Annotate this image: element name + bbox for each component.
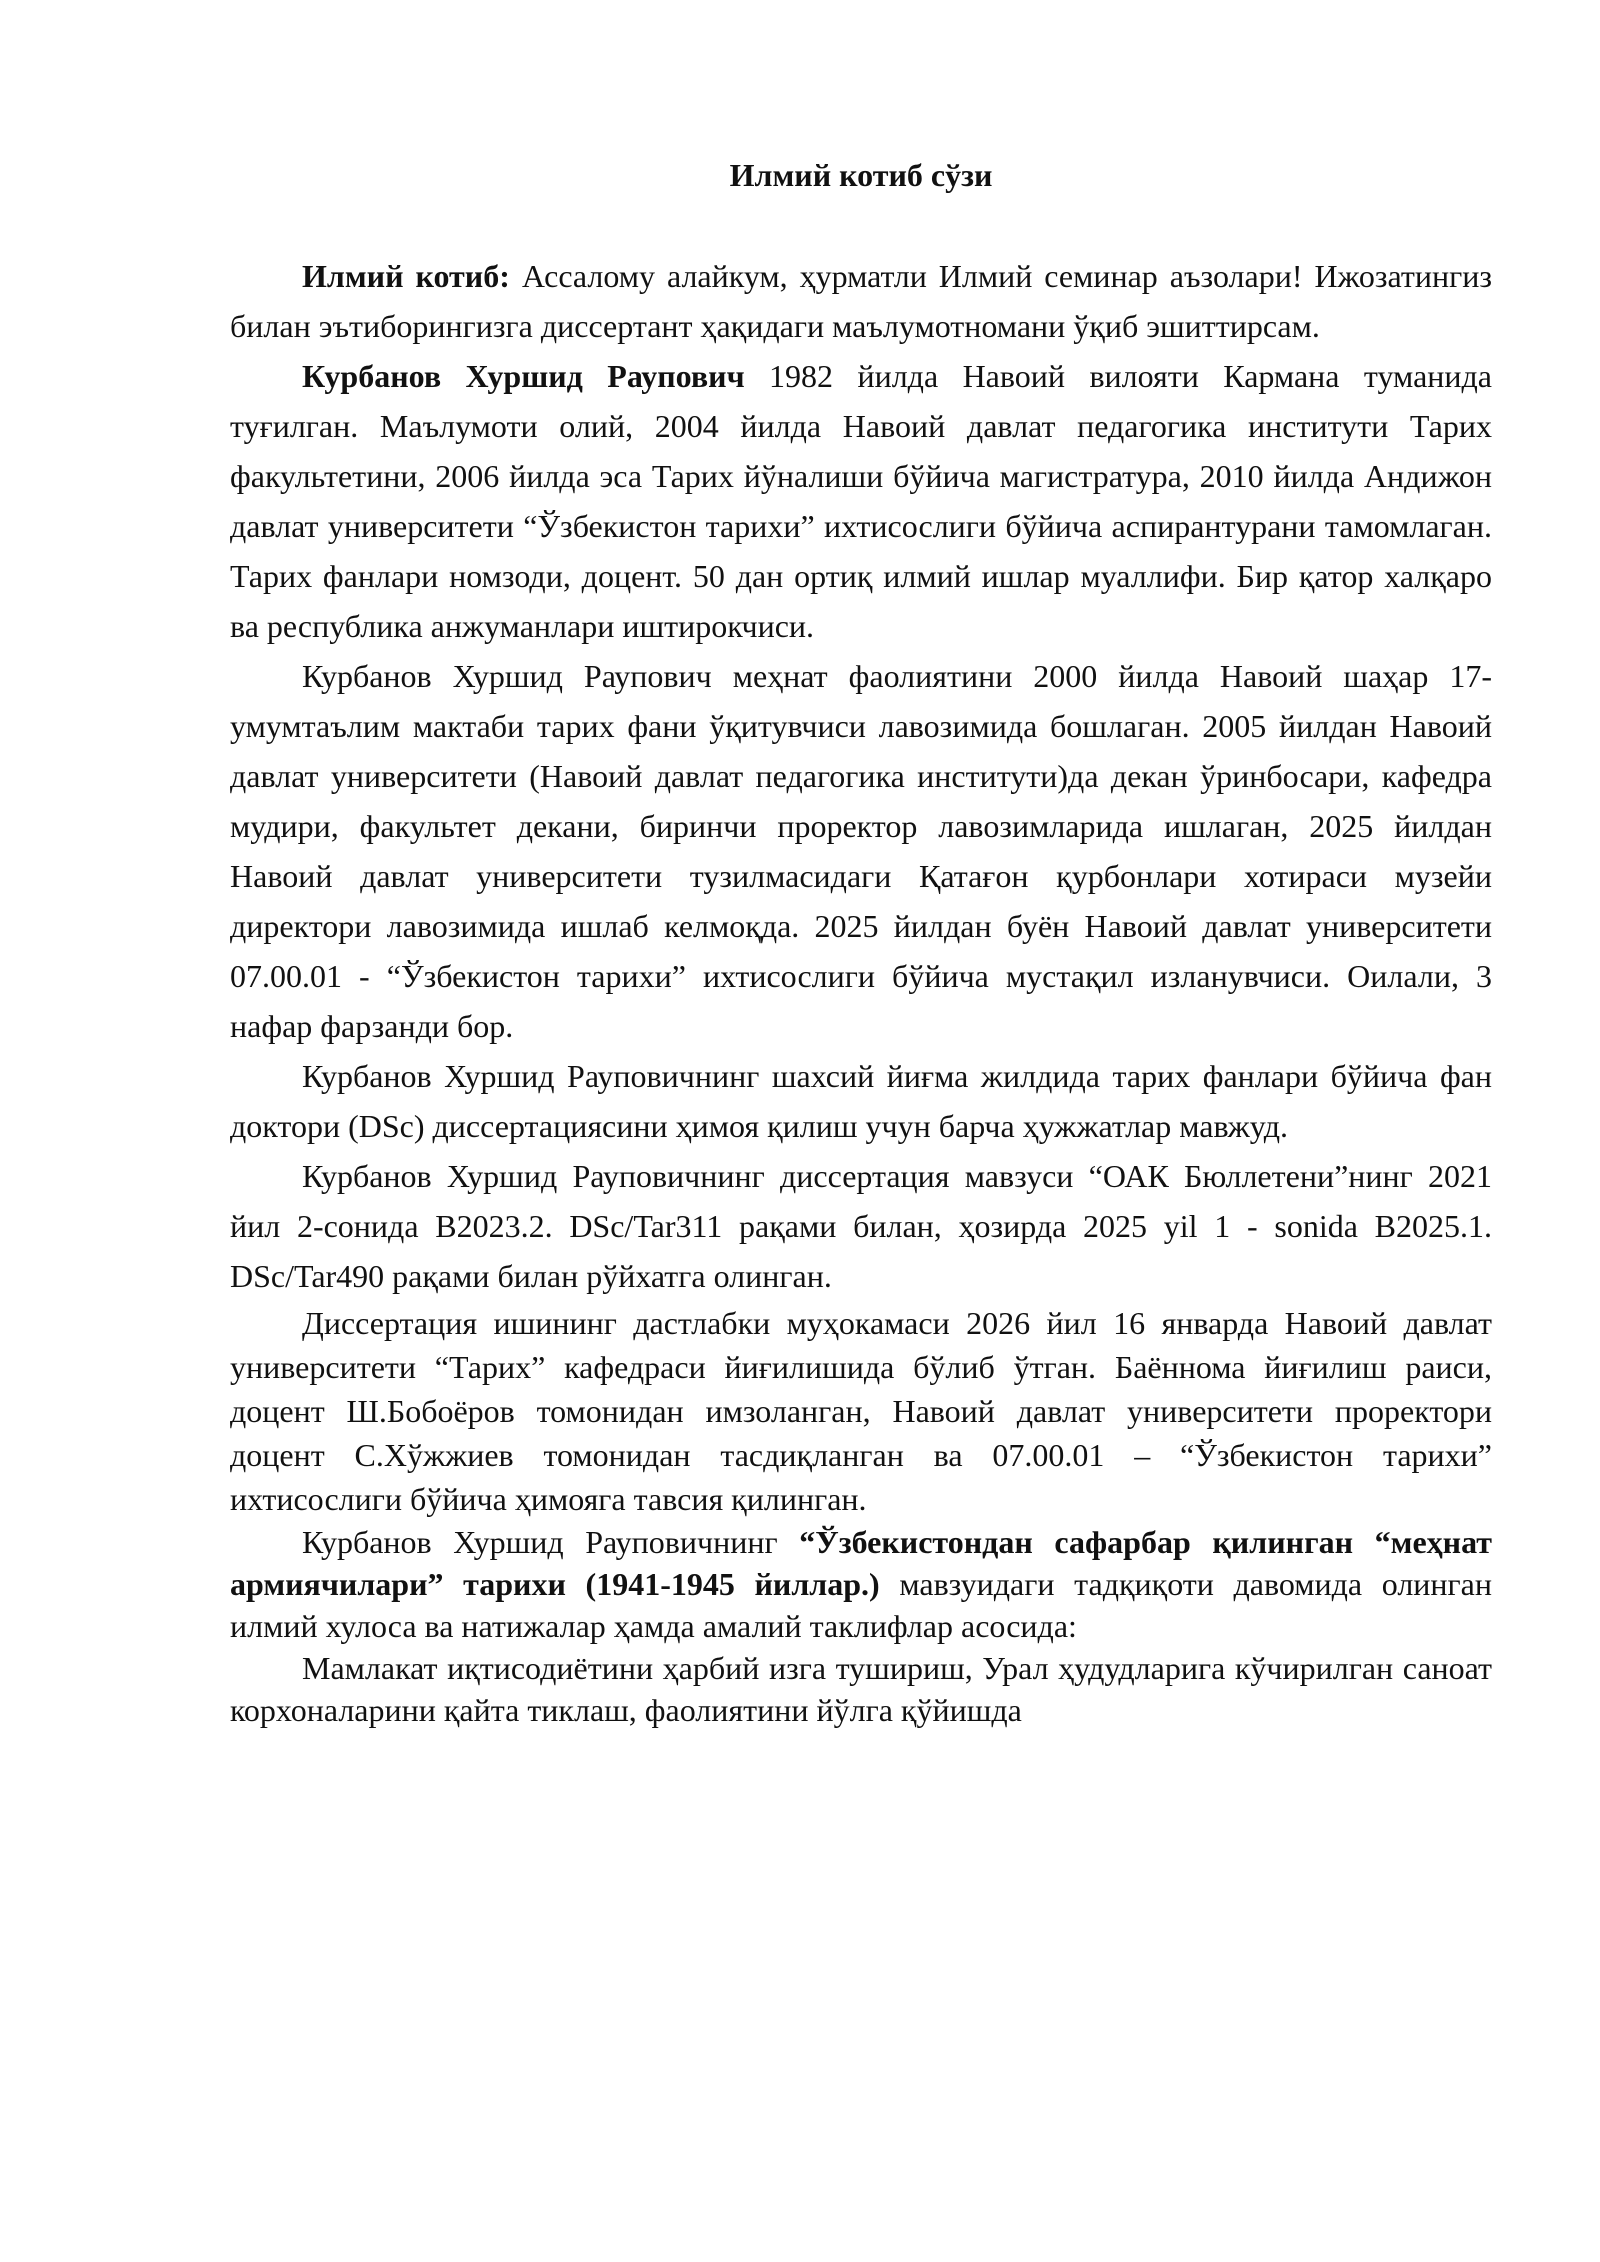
page-title: Илмий котиб сўзи [729, 157, 993, 193]
biography-text: 1982 йилда Навоий вилояти Кармана туманида туғилган. Маълумоти олий, 2004 йилда Навоий давлат педагогика институти Тарих факультетини, 2006 йилда эса Тарих йўналиши бўйича магистратура, 2010 йилда Андижон давлат университети “Ўзбекистон тарихи” ихтисослиги бўйича аспирантурани тамомлаган. Тарих фанлари номзоди, доцент. 50 дан ортиқ илмий ишлар муаллифи. Бир қатор халқаро ва республика анжуманлари иштирокчиси. [230, 358, 1493, 644]
paragraph-greeting [230, 251, 1492, 351]
paragraph-documents: Курбанов Хуршид Рауповичнинг шахсий йиғма жилдида тарих фанлари бўйича фан доктори (DSc) диссертациясини ҳимоя қилиш учун барча ҳужжатлар мавжуд. [230, 1058, 1492, 1144]
research-lead-text: Курбанов Хуршид Рауповичнинг [302, 1524, 800, 1560]
paragraph-research-topic [230, 1521, 1492, 1647]
paragraph-registration: Курбанов Хуршид Рауповичнинг диссертация мавзуси “ОАК Бюллетени”нинг 2021 йил 2-сонида B2023.2. DSc/Tar311 рақами билан, ҳозирда 2025 yil 1 - sonida B2025.1. DSc/Tar490 рақами билан рўйхатга олинган. [230, 1158, 1492, 1294]
paragraph-biography [230, 351, 1492, 651]
document-page [230, 150, 1492, 1731]
paragraph-discussion: Диссертация ишининг дастлабки муҳокамаси 2026 йил 16 январда Навоий давлат университети “Тарих” кафедраси йиғилишида бўлиб ўтган. Баённома йиғилиш раиси, доцент Ш.Бобоёров томонидан имзоланган, Навоий давлат университети проректори доцент С.Хўжжиев томонидан тасдиқланган ва 07.00.01 – “Ўзбекистон тарихи” ихтисослиги бўйича ҳимояга тавсия қилинган. [230, 1305, 1492, 1517]
research-topic-text: мавзуидаги тадқиқоти давомида олинган илмий хулоса ва натижалар ҳамда амалий таклифлар асосида: [230, 1566, 1493, 1644]
paragraph-career: Курбанов Хуршид Раупович меҳнат фаолиятини 2000 йилда Навоий шаҳар 17-умумтаълим мактаби тарих фани ўқитувчиси лавозимида бошлаган. 2005 йилдан Навоий давлат университети (Навоий давлат педагогика институти)да декан ўринбосари, кафедра мудири, факультет декани, биринчи проректор лавозимларида ишлаган, 2025 йилдан Навоий давлат университети тузилмасидаги Қатағон қурбонлари хотираси музейи директори лавозимида ишлаб келмоқда. 2025 йилдан буён Навоий давлат университети 07.00.01 - “Ўзбекистон тарихи” ихтисослиги бўйича мустақил изланувчиси. Оилали, 3 нафар фарзанди бор. [230, 658, 1492, 1044]
speaker-label: Илмий котиб: [302, 258, 510, 294]
candidate-name: Курбанов Хуршид Раупович [302, 358, 745, 394]
greeting-text: Ассалому алайкум, ҳурматли Илмий семинар аъзолари! Ижозатингиз билан эътиборингизга диссертант ҳақидаги маълумотномани ўқиб эшиттирсам. [230, 258, 1493, 344]
research-topic-title: “Ўзбекистондан сафарбар қилинган “меҳнат армиячилари” тарихи (1941-1945 йиллар.) [230, 1524, 1492, 1602]
paragraph-conclusion: Мамлакат иқтисодиётини ҳарбий изга тушириш, Урал ҳудудларига кўчирилган саноат корхоналарини қайта тиклаш, фаолиятини йўлга қўйишда [230, 1650, 1492, 1728]
